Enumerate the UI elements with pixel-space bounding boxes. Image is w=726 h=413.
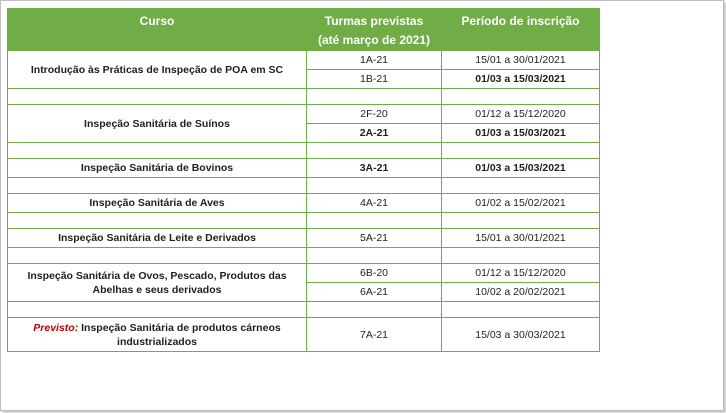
courses-table (7, 8, 600, 352)
header-classes-title: Turmas previstas (324, 14, 424, 28)
class-code: 6A-21 (307, 283, 442, 302)
enrollment-period: 10/02 a 20/02/2021 (442, 283, 600, 302)
enrollment-period: 15/01 a 30/01/2021 (442, 229, 600, 248)
class-code: 6B-20 (307, 264, 442, 283)
class-code: 3A-21 (307, 159, 442, 178)
header-period: Período de inscrição (442, 9, 600, 51)
course-name: Inspeção Sanitária de Aves (8, 194, 307, 213)
enrollment-period: 15/01 a 30/01/2021 (442, 51, 600, 70)
table-row (8, 159, 600, 178)
enrollment-period: 01/12 a 15/12/2020 (442, 264, 600, 283)
course-name: Introdução às Práticas de Inspeção de POA em SC (8, 51, 307, 89)
table-row (8, 264, 600, 283)
course-name: Inspeção Sanitária de Suínos (8, 105, 307, 143)
course-name-text: Inspeção Sanitária de produtos cárneos industrializados (78, 321, 281, 348)
table-header-row (8, 9, 600, 51)
class-code: 4A-21 (307, 194, 442, 213)
course-name: Inspeção Sanitária de Ovos, Pescado, Produtos das Abelhas e seus derivados (8, 264, 307, 302)
enrollment-period: 01/03 a 15/03/2021 (442, 159, 600, 178)
enrollment-period: 01/12 a 15/12/2020 (442, 105, 600, 124)
table-row (8, 318, 600, 352)
spacer-row (8, 302, 600, 318)
enrollment-period: 01/03 a 15/03/2021 (442, 70, 600, 89)
previsto-label: Previsto: (33, 321, 79, 334)
course-name (8, 318, 307, 352)
enrollment-period: 01/03 a 15/03/2021 (442, 124, 600, 143)
class-code: 7A-21 (307, 318, 442, 352)
course-name: Inspeção Sanitária de Leite e Derivados (8, 229, 307, 248)
class-code: 1B-21 (307, 70, 442, 89)
class-code: 2A-21 (307, 124, 442, 143)
spacer-row (8, 89, 600, 105)
header-course: Curso (8, 9, 307, 51)
class-code: 1A-21 (307, 51, 442, 70)
spacer-row (8, 178, 600, 194)
header-classes (307, 9, 442, 51)
class-code: 2F-20 (307, 105, 442, 124)
table-row (8, 229, 600, 248)
table-row (8, 105, 600, 124)
enrollment-period: 15/03 a 30/03/2021 (442, 318, 600, 352)
spacer-row (8, 213, 600, 229)
spacer-row (8, 248, 600, 264)
table-row (8, 194, 600, 213)
header-classes-note: (até março de 2021) (317, 33, 431, 47)
table-row (8, 51, 600, 70)
course-name: Inspeção Sanitária de Bovinos (8, 159, 307, 178)
spacer-row (8, 143, 600, 159)
enrollment-period: 01/02 a 15/02/2021 (442, 194, 600, 213)
class-code: 5A-21 (307, 229, 442, 248)
